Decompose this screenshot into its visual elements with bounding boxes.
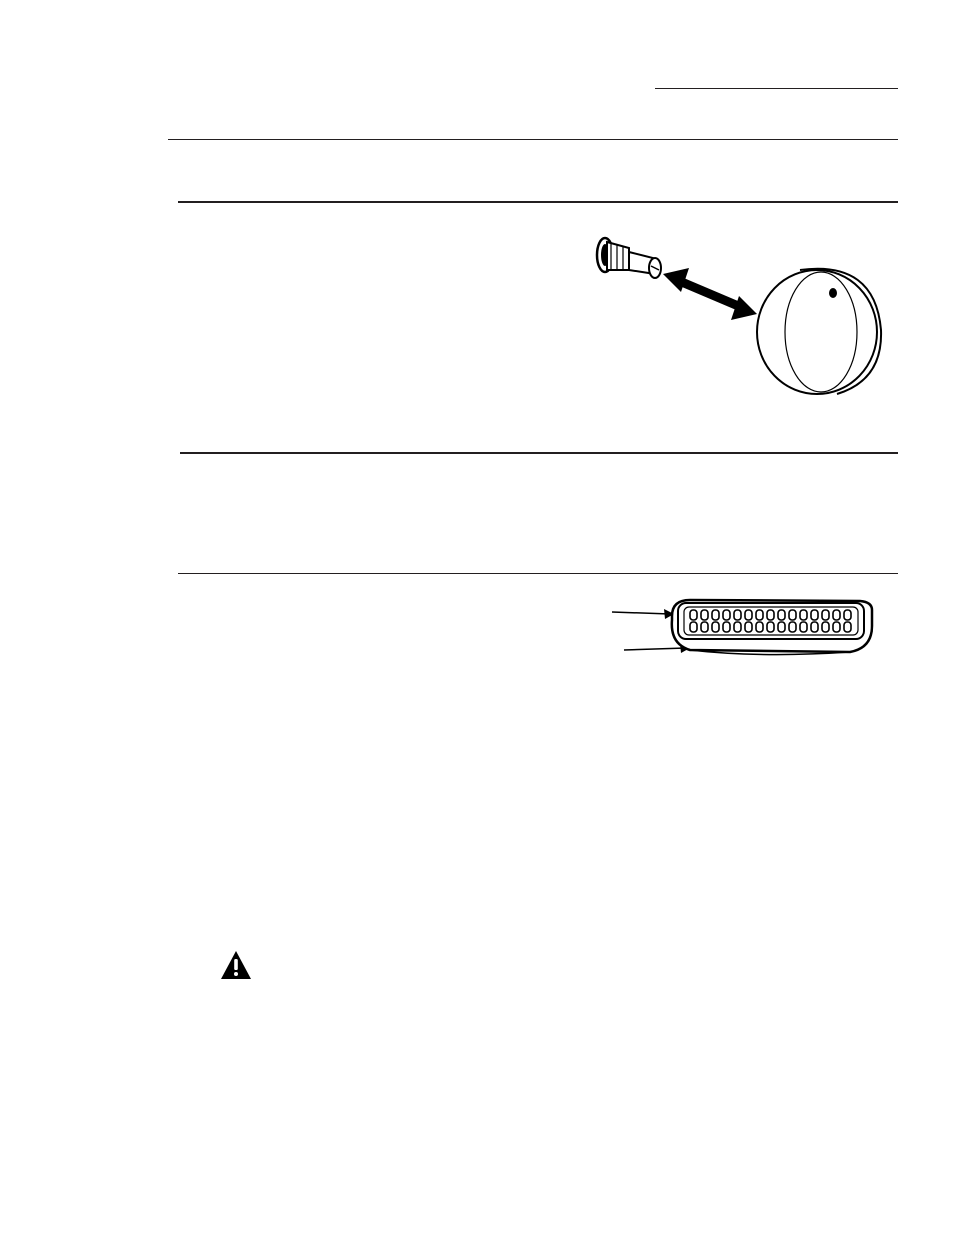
- page-top-rule: [168, 139, 898, 140]
- double-arrow-icon: [663, 268, 757, 320]
- section-divider-2: [180, 452, 898, 454]
- leader-line-grid: [612, 609, 674, 619]
- broiler-pan-and-grid-icon: [610, 592, 880, 664]
- section-divider-1: [178, 201, 898, 203]
- control-knob-removal-icon: [585, 230, 885, 400]
- section-divider-3: [178, 573, 898, 574]
- valve-stem: [597, 238, 661, 278]
- warning-triangle-icon: [220, 950, 252, 980]
- header-rule: [655, 88, 898, 89]
- knob: [757, 269, 881, 394]
